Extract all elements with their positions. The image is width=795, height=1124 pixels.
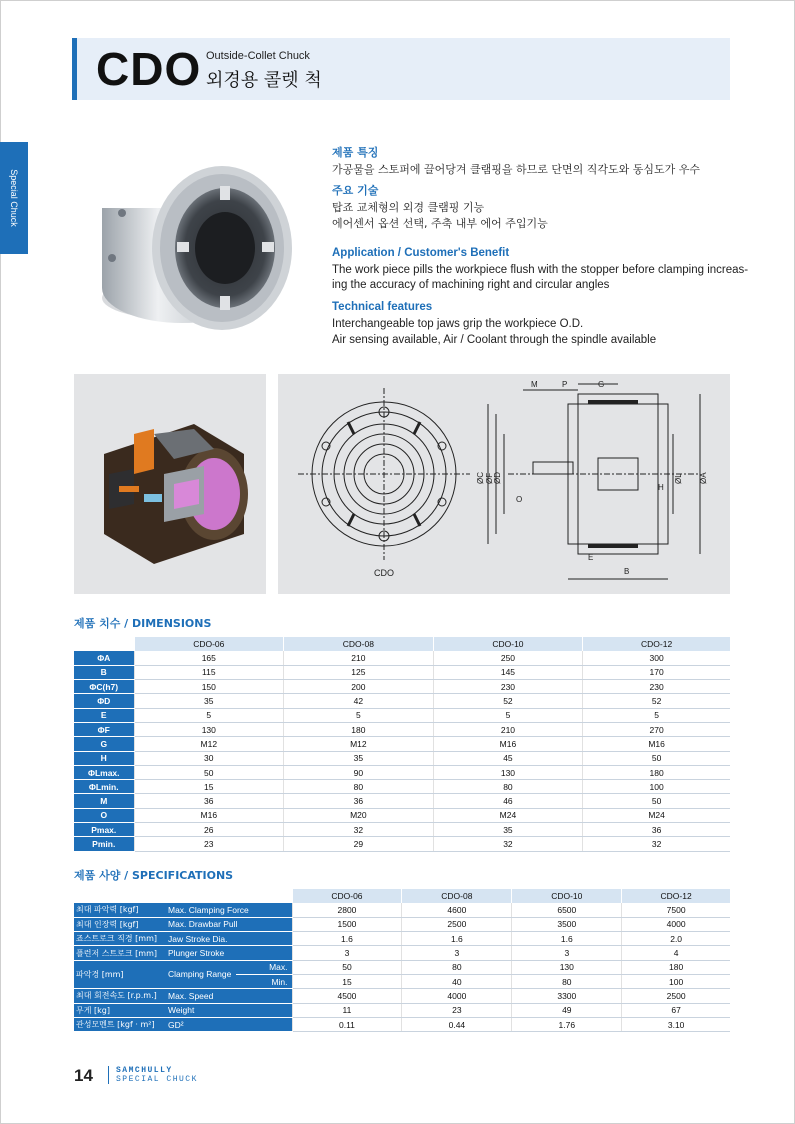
dimension-value: 210 [284,651,434,665]
dimension-value: 100 [583,780,730,794]
dimension-value: 52 [433,694,583,708]
dimension-value: 5 [433,708,583,722]
header-accent-bar [72,38,77,100]
table-row [74,837,730,851]
dimension-value: M12 [134,737,284,751]
specifications-title: 제품 사양 / SPECIFICATIONS [74,869,234,882]
dimension-value: 170 [583,665,730,679]
dimension-value: 210 [433,722,583,736]
spec-value: 1500 [292,917,402,931]
dimension-value: 36 [583,823,730,837]
dimension-value: 200 [284,680,434,694]
dimension-value: 130 [433,765,583,779]
model-code: CDO [96,43,202,95]
spec-value: 3.10 [622,1017,730,1031]
dim-label-e: E [588,553,594,562]
title-kr: 외경용 콜렛 척 [206,70,322,91]
page-number: 14 [74,1066,93,1085]
spec-value: 3 [292,946,402,960]
dimension-label: B [74,665,134,679]
dimension-label: ΦD [74,694,134,708]
brand-name: SAMCHULLY [116,1066,173,1075]
spec-label-en: Clamping Range [166,960,236,989]
en-text-tech-1: Interchangeable top jaws grip the workpiece O.D. [332,318,584,330]
specifications-table [74,889,730,1032]
dimension-value: 5 [134,708,284,722]
dimension-value: 165 [134,651,284,665]
spec-value: 4000 [402,989,512,1003]
dimension-label: E [74,708,134,722]
spec-label-kr: 최대 회전속도 [r.p.m.] [74,989,166,1003]
spec-value: 49 [512,1003,622,1017]
brand-divider [108,1066,109,1084]
dimensions-header-row [74,637,730,651]
dimension-value: 5 [583,708,730,722]
table-row [74,737,730,751]
spec-value: 4 [622,946,730,960]
dimensions-col-header: CDO-06 [134,637,284,651]
dim-label-g: G [598,380,605,389]
spec-value: 1.6 [512,932,622,946]
spec-label-en: Max. Clamping Force [166,903,292,917]
table-row [74,794,730,808]
kr-text-tech-1: 탑죠 교체형의 외경 클램핑 기능 [332,201,485,214]
drawing-panel [278,374,730,594]
table-row [74,903,730,917]
specifications-col-header: CDO-06 [292,889,402,903]
dimensions-table [74,637,730,852]
table-row [74,708,730,722]
dimension-value: 270 [583,722,730,736]
dimensions-col-header: CDO-08 [284,637,434,651]
table-row [74,680,730,694]
dim-label-m: M [531,380,538,389]
specifications-col-header: CDO-10 [512,889,622,903]
kr-heading-tech: 주요 기술 [332,184,379,197]
en-text-tech-2: Air sensing available, Air / Coolant through the spindle available [332,334,657,346]
spec-value: 2500 [622,989,730,1003]
dimension-label: ΦLmax. [74,765,134,779]
dim-label-a: ØA [699,472,708,484]
spec-value: 1.6 [402,932,512,946]
spec-value: 0.11 [292,1017,402,1031]
spec-value: 23 [402,1003,512,1017]
dimension-value: M16 [433,737,583,751]
dimension-label: ΦF [74,722,134,736]
dimension-value: 29 [284,837,434,851]
spec-label-kr: 최대 파악력 [kgf] [74,903,166,917]
dimension-value: 36 [134,794,284,808]
spec-label-kr: 최대 인장력 [kgf] [74,917,166,931]
dimension-value: 50 [134,765,284,779]
table-row [74,722,730,736]
spec-value: 15 [292,974,402,988]
dim-label-l: ØL [674,473,683,484]
dim-label-c: ØC [476,472,485,484]
dimension-value: 30 [134,751,284,765]
dimension-label: H [74,751,134,765]
dimension-value: 35 [433,823,583,837]
dimension-value: 26 [134,823,284,837]
spec-label-en: Max. Drawbar Pull [166,917,292,931]
table-row [74,960,730,974]
spec-value: 4500 [292,989,402,1003]
dimensions-col-header: CDO-10 [433,637,583,651]
spec-value: 3300 [512,989,622,1003]
dimension-value: 250 [433,651,583,665]
dimension-value: 180 [284,722,434,736]
spec-label-en: Max. Speed [166,989,292,1003]
specifications-header-row [74,889,730,903]
table-row [74,946,730,960]
spec-label-en: Plunger Stroke [166,946,292,960]
spec-value: 3500 [512,917,622,931]
en-text-benefit-2: ing the accuracy of machining right and circular angles [332,279,610,291]
dimension-value: 50 [583,794,730,808]
dimension-value: 5 [284,708,434,722]
dimension-value: M12 [284,737,434,751]
dimension-value: 15 [134,780,284,794]
dimension-label: G [74,737,134,751]
dimension-value: M20 [284,808,434,822]
table-row [74,1017,730,1031]
spec-label-kr: 죠스트로크 직경 [mm] [74,932,166,946]
dim-label-h: H [658,483,664,492]
kr-text-features: 가공물을 스토퍼에 끌어당겨 클램핑을 하므로 단면의 직각도와 동심도가 우수 [332,163,701,176]
table-row [74,651,730,665]
dimension-label: ΦA [74,651,134,665]
spec-sub-label: Min. [236,974,292,988]
dimension-value: 115 [134,665,284,679]
spec-label-en: Weight [166,1003,292,1017]
dim-label-p: P [562,380,568,389]
spec-value: 80 [402,960,512,974]
spec-value: 67 [622,1003,730,1017]
dimension-label: Pmin. [74,837,134,851]
table-row [74,1003,730,1017]
spec-label-kr: 플런저 스트로크 [mm] [74,946,166,960]
dimension-value: M16 [583,737,730,751]
dimension-value: 180 [583,765,730,779]
dimensions-title: 제품 치수 / DIMENSIONS [74,617,212,630]
dimension-label: O [74,808,134,822]
dimension-value: M16 [134,808,284,822]
en-heading-tech: Technical features [332,301,433,313]
dimension-value: 23 [134,837,284,851]
side-tab-label: Special Chuck [9,169,19,227]
spec-label-kr: 파악경 [mm] [74,960,166,989]
spec-value: 7500 [622,903,730,917]
spec-value: 3 [402,946,512,960]
dimension-value: 32 [284,823,434,837]
spec-value: 50 [292,960,402,974]
dimension-value: 32 [433,837,583,851]
spec-value: 80 [512,974,622,988]
specifications-col-header: CDO-12 [622,889,730,903]
dimension-value: 230 [433,680,583,694]
dimension-value: M24 [433,808,583,822]
table-row [74,823,730,837]
dimension-value: 130 [134,722,284,736]
spec-value: 100 [622,974,730,988]
dimension-value: 36 [284,794,434,808]
dimensions-col-header: CDO-12 [583,637,730,651]
table-row [74,808,730,822]
cutaway-illustration [74,374,266,594]
en-heading-benefit: Application / Customer's Benefit [332,247,510,259]
dimension-value: 35 [134,694,284,708]
spec-value: 3 [512,946,622,960]
dimension-value: 35 [284,751,434,765]
brand-tagline: SPECIAL CHUCK [116,1075,198,1084]
table-row [74,765,730,779]
spec-label-en: Jaw Stroke Dia. [166,932,292,946]
dimension-value: 230 [583,680,730,694]
table-row [74,665,730,679]
spec-value: 130 [512,960,622,974]
spec-value: 40 [402,974,512,988]
dimension-value: 32 [583,837,730,851]
dimension-label: ΦLmin. [74,780,134,794]
product-photo [82,138,302,338]
dimension-label: Pmax. [74,823,134,837]
dimension-value: 42 [284,694,434,708]
cutaway-panel [74,374,266,594]
dimension-value: 80 [433,780,583,794]
dimension-label: M [74,794,134,808]
spec-value: 0.44 [402,1017,512,1031]
dimension-value: 50 [583,751,730,765]
dimension-value: 46 [433,794,583,808]
dimension-label: ΦC(h7) [74,680,134,694]
en-text-benefit-1: The work piece pills the workpiece flush with the stopper before clamping increas- [332,264,749,276]
technical-drawing [278,374,730,594]
dim-label-b: B [624,567,630,576]
spec-value: 4000 [622,917,730,931]
table-row [74,751,730,765]
spec-value: 6500 [512,903,622,917]
dimension-value: M24 [583,808,730,822]
dimension-value: 90 [284,765,434,779]
spec-label-en: GD² [166,1017,292,1031]
title-en: Outside-Collet Chuck [206,50,310,62]
table-row [74,694,730,708]
dim-label-o: O [516,495,523,504]
front-view-label: CDO [374,568,394,578]
spec-value: 11 [292,1003,402,1017]
dimension-value: 45 [433,751,583,765]
dimensions-header-blank [74,637,134,651]
spec-label-kr: 관성모멘트 [kgf · m²] [74,1017,166,1031]
dim-label-f: ØF [485,472,494,484]
kr-text-tech-2: 에어센서 옵션 선택, 주축 내부 에어 주입기능 [332,217,548,230]
spec-value: 1.76 [512,1017,622,1031]
spec-value: 180 [622,960,730,974]
spec-value: 2800 [292,903,402,917]
dimension-value: 125 [284,665,434,679]
spec-value: 2.0 [622,932,730,946]
side-tab[interactable] [0,142,28,254]
spec-value: 2500 [402,917,512,931]
spec-value: 4600 [402,903,512,917]
spec-sub-label: Max. [236,960,292,974]
spec-label-kr: 무게 [kg] [74,1003,166,1017]
kr-heading-features: 제품 특징 [332,146,379,159]
dimension-value: 300 [583,651,730,665]
dimension-value: 145 [433,665,583,679]
specifications-col-header: CDO-08 [402,889,512,903]
specifications-header-blank [74,889,292,903]
dimension-value: 150 [134,680,284,694]
table-row [74,917,730,931]
spec-value: 1.6 [292,932,402,946]
dimension-value: 80 [284,780,434,794]
dimension-value: 52 [583,694,730,708]
table-row [74,989,730,1003]
table-row [74,932,730,946]
table-row [74,780,730,794]
dim-label-d: ØD [493,472,502,484]
